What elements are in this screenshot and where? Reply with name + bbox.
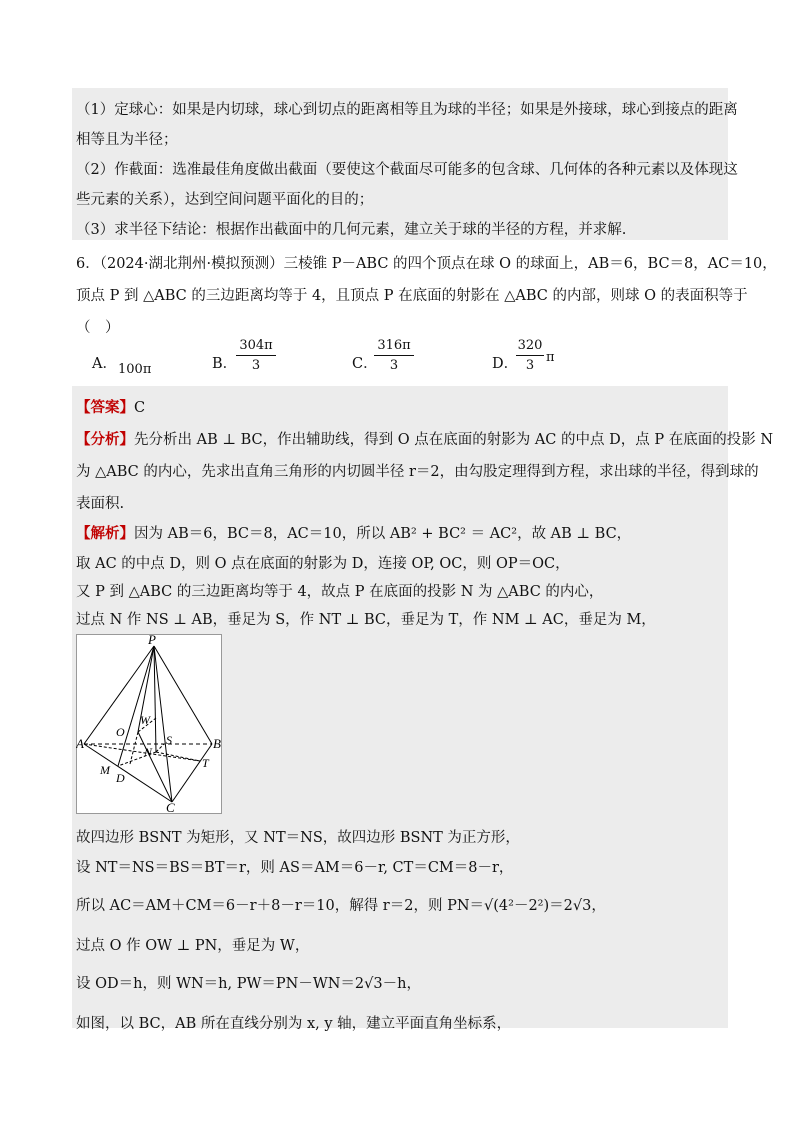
method-line-1: （1）定球心：如果是内切球，球心到切点的距离相等且为球的半径；如果是外接球，球心到接点的距离: [76, 102, 738, 118]
option-d-fraction: [516, 338, 544, 373]
fraction-bar: [374, 355, 414, 356]
label-c: C: [166, 800, 175, 814]
option-d-denominator: 3: [525, 358, 535, 373]
option-d-numerator: 320: [517, 338, 543, 353]
option-b-numerator: 304π: [239, 338, 273, 353]
label-a: A: [76, 736, 84, 751]
label-d: D: [116, 771, 125, 785]
solution-line-8: 过点 O 作 OW ⊥ PN，垂足为 W，: [76, 938, 310, 954]
option-b-denominator: 3: [251, 358, 261, 373]
fraction-bar: [236, 355, 276, 356]
answer-value: C: [134, 400, 146, 416]
analysis-tag: 【分析】: [76, 431, 134, 448]
solution-line-6: 设 NT＝NS＝BS＝BT＝r，则 AS＝AM＝6－r, CT＝CM＝8－r，: [76, 860, 514, 876]
answer-tag: 【答案】: [76, 399, 134, 416]
method-line-3: （2）作截面：选准最佳角度做出截面（要使这个截面尽可能多的包含球、几何体的各种元素以及体现这: [76, 162, 738, 178]
solution-line-4: 过点 N 作 NS ⊥ AB，垂足为 S，作 NT ⊥ BC，垂足为 T，作 NM ⊥ AC，垂足为 M，: [76, 612, 656, 628]
label-b: B: [213, 736, 221, 751]
solution-line-7: 所以 AC＝AM＋CM＝6－r＋8－r＝10，解得 r＝2，则 PN＝√(4²－2²)＝2√3，: [76, 898, 606, 914]
solution-text-1: 因为 AB＝6，BC＝8，AC＝10，所以 AB² + BC² ＝ AC²，故 AB ⊥ BC，: [134, 526, 632, 542]
method-line-2: 相等且为半径；: [76, 132, 178, 148]
label-p: P: [148, 634, 156, 647]
label-t: T: [202, 756, 209, 770]
solution-line-5: 故四边形 BSNT 为矩形，又 NT＝NS，故四边形 BSNT 为正方形，: [76, 830, 520, 846]
fraction-bar: [516, 355, 544, 356]
question-line-3: （ ）: [76, 320, 120, 336]
label-w: W: [140, 713, 150, 727]
option-c-fraction: [374, 338, 414, 373]
option-a-label[interactable]: A．: [92, 356, 117, 372]
option-a-value: 100π: [118, 362, 152, 377]
analysis-text-1: 先分析出 AB ⊥ BC，作出辅助线，得到 O 点在底面的射影为 AC 的中点 D，点 P 在底面的投影 N: [134, 432, 774, 448]
option-c-numerator: 316π: [377, 338, 411, 353]
solution-line-2: 取 AC 的中点 D，则 O 点在底面的射影为 D，连接 OP, OC，则 OP＝OC，: [76, 556, 570, 572]
label-o: O: [116, 725, 125, 739]
option-b-label[interactable]: B．: [212, 356, 238, 372]
option-d-suffix: π: [546, 350, 555, 365]
solution-tag: 【解析】: [76, 525, 134, 542]
method-line-4: 些元素的关系），达到空间问题平面化的目的；: [76, 192, 374, 208]
option-d-label[interactable]: D．: [492, 356, 519, 372]
analysis-line-2: 为 △ABC 的内心，先求出直角三角形的内切圆半径 r＝2，由勾股定理得到方程，求出球的半径，得到球的: [76, 464, 759, 480]
question-line-2: 顶点 P 到 △ABC 的三边距离均等于 4，且顶点 P 在底面的射影在 △ABC 的内部，则球 O 的表面积等于: [76, 288, 748, 304]
label-s: S: [166, 733, 172, 747]
label-m: M: [100, 763, 110, 777]
answer-line: [76, 396, 145, 417]
analysis-line-3: 表面积.: [76, 496, 125, 512]
method-line-5: （3）求半径下结论：根据作出截面中的几何元素，建立关于球的半径的方程，并求解.: [76, 222, 627, 238]
solution-line-10: 如图，以 BC，AB 所在直线分别为 x, y 轴，建立平面直角坐标系，: [76, 1016, 512, 1032]
solution-line-9: 设 OD＝h，则 WN＝h, PW＝PN－WN＝2√3－h，: [76, 976, 421, 992]
option-c-label[interactable]: C．: [352, 356, 378, 372]
option-b-fraction: [236, 338, 276, 373]
pyramid-figure: [76, 634, 222, 814]
option-c-denominator: 3: [389, 358, 399, 373]
question-line-1: 6．（2024·湖北荆州·模拟预测）三棱锥 P－ABC 的四个顶点在球 O 的球面上，AB＝6，BC＝8，AC＝10，: [76, 256, 777, 272]
solution-line-1: [76, 522, 631, 543]
analysis-line-1: [76, 428, 773, 449]
label-n: N: [144, 745, 153, 759]
solution-line-3: 又 P 到 △ABC 的三边距离均等于 4，故点 P 在底面的投影 N 为 △ABC 的内心，: [76, 584, 604, 600]
